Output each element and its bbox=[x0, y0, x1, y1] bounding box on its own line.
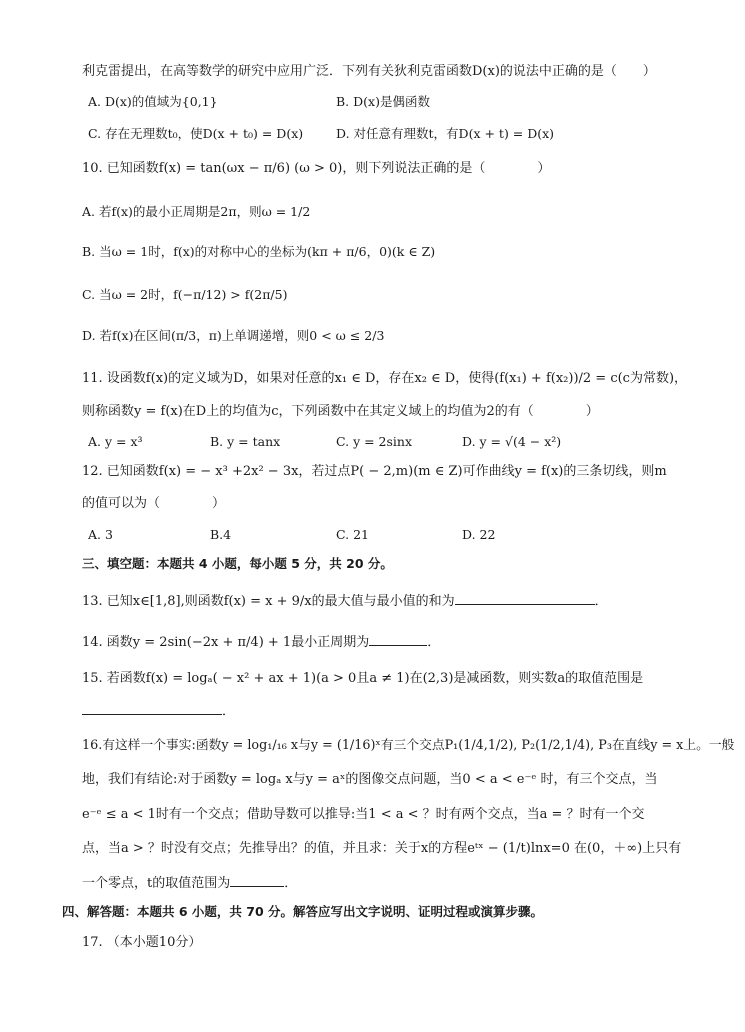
q14-period: ． bbox=[427, 635, 441, 650]
q12-option-a: A. 3 bbox=[88, 527, 113, 542]
q12-option-d: D. 22 bbox=[462, 527, 496, 542]
q14-answer-blank[interactable] bbox=[369, 633, 427, 646]
q16-line3: e⁻ᵉ ≤ a < 1时有一个交点；借助导数可以推导:当1 < a < ？时有两个交点，当a = ？时有一个交 bbox=[82, 807, 645, 822]
q10-option-b: B. 当ω = 1时，f(x)的对称中心的坐标为(kπ + π/6，0)(k ∈ Z) bbox=[82, 244, 436, 259]
q16-answer-blank[interactable] bbox=[230, 874, 284, 887]
q11-stem-line2: 则称函数y = f(x)在D上的均值为c，下列函数中在其定义域上的均值为2的有（ ） bbox=[82, 404, 599, 419]
q16-line2: 地，我们有结论:对于函数y = logₐ x与y = aˣ的图像交点问题，当0 < a < e⁻ᵉ 时，有三个交点，当 bbox=[82, 772, 658, 787]
q17-heading: 17. （本小题10分） bbox=[82, 935, 202, 950]
q14-text: 14. 函数y = 2sin(−2x + π/4) + 1最小正周期为 bbox=[82, 635, 370, 650]
q9-option-c: C. 存在无理数t₀，使D(x + t₀) = D(x) bbox=[88, 126, 304, 141]
q13-period: ． bbox=[594, 594, 608, 609]
q10-stem: 10. 已知函数f(x) = tan(ωx − π/6) (ω > 0)，则下列说法正确的是（ ） bbox=[82, 161, 551, 176]
q16-text: 一个零点，t的取值范围为 bbox=[82, 876, 231, 891]
q16-line1: 16.有这样一个事实:函数y = log₁/₁₆ x与y = (1/16)ˣ有三个交点P₁(1/4,1/2), P₂(1/2,1/4), P₃在直线y = x上。一般 bbox=[82, 738, 735, 753]
q14-line bbox=[82, 633, 440, 652]
q16-line4: 点，当a > ？时没有交点；先推导出？的值，并且求：关于x的方程eᵗˣ − (1/t)lnx=0 在(0，＋∞)上只有 bbox=[82, 841, 682, 856]
q9-option-b: B. D(x)是偶函数 bbox=[336, 94, 430, 109]
q9-stem: 利克雷提出，在高等数学的研究中应用广泛．下列有关狄利克雷函数D(x)的说法中正确的是（ ） bbox=[82, 64, 656, 79]
q15-period: ． bbox=[222, 704, 236, 719]
q12-stem-line1: 12. 已知函数f(x) = − x³ +2x² − 3x，若过点P( − 2,m)(m ∈ Z)可作曲线y = f(x)的三条切线，则m bbox=[82, 464, 667, 479]
q11-option-c: C. y = 2sinx bbox=[336, 434, 413, 449]
q9-option-a: A. D(x)的值域为{0,1} bbox=[88, 94, 218, 109]
q16-period: ． bbox=[284, 876, 298, 891]
q15-answer-line bbox=[82, 702, 235, 721]
q9-option-d: D. 对任意有理数t，有D(x + t) = D(x) bbox=[336, 126, 555, 141]
q12-option-c: C. 21 bbox=[336, 527, 369, 542]
q15-answer-blank[interactable] bbox=[82, 702, 222, 715]
q12-stem-line2: 的值可以为（ ） bbox=[82, 496, 226, 511]
q13-answer-blank[interactable] bbox=[455, 592, 595, 605]
q11-option-a: A. y = x³ bbox=[88, 434, 143, 449]
section-4-heading: 四、解答题：本题共 6 小题，共 70 分。解答应写出文字说明、证明过程或演算步骤。 bbox=[62, 904, 544, 919]
q11-option-b: B. y = tanx bbox=[210, 434, 281, 449]
q10-option-a: A. 若f(x)的最小正周期是2π，则ω = 1/2 bbox=[82, 204, 311, 219]
q16-line5 bbox=[82, 874, 297, 893]
q13-text: 13. 已知x∈[1,8],则函数f(x) = x + 9/x的最大值与最小值的和为 bbox=[82, 594, 455, 609]
section-3-heading: 三、填空题：本题共 4 小题，每小题 5 分，共 20 分。 bbox=[82, 556, 393, 571]
q10-option-c: C. 当ω = 2时，f(−π/12) > f(2π/5) bbox=[82, 287, 288, 302]
q13-line bbox=[82, 592, 608, 611]
q11-stem-line1: 11. 设函数f(x)的定义域为D，如果对任意的x₁ ∈ D，存在x₂ ∈ D，使得(f(x₁) + f(x₂))/2 = c(c为常数)， bbox=[82, 371, 688, 386]
q12-option-b: B.4 bbox=[210, 527, 232, 542]
q15-stem: 15. 若函数f(x) = logₐ( − x² + ax + 1)(a > 0且a ≠ 1)在(2,3)是减函数，则实数a的取值范围是 bbox=[82, 671, 644, 686]
q10-option-d: D. 若f(x)在区间(π/3，π)上单调递增，则0 < ω ≤ 2/3 bbox=[82, 328, 385, 343]
q11-option-d: D. y = √(4 − x²) bbox=[462, 434, 562, 449]
